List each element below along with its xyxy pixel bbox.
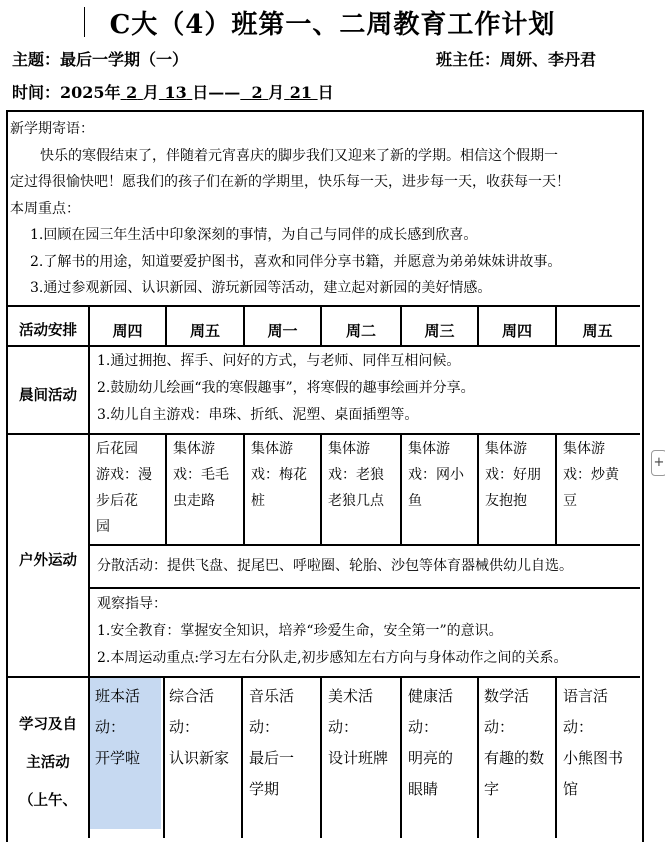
cell-line: 语言活	[563, 687, 609, 705]
learning-cell	[322, 681, 400, 774]
day-header: 周四	[501, 322, 532, 340]
date-line	[12, 80, 334, 103]
teacher-value: 周妍、李丹君	[500, 50, 597, 69]
outdoor-game-cell	[167, 436, 243, 514]
row-divider	[6, 345, 640, 347]
cell-line: 集体游	[251, 441, 293, 457]
cell-line: 集体游	[563, 441, 605, 457]
cell-line: 戏：梅花	[251, 467, 307, 483]
focus-point: 3.通过参观新园、认识新园、游玩新园等活动，建立起对新园的美好情感。	[30, 280, 492, 296]
observe-line: 1.安全教育：掌握安全知识，培养“珍爱生命，安全第一”的意识。	[97, 623, 503, 639]
page-title: C大（4）班第一、二周教育工作计划	[109, 10, 556, 40]
theme-value: 最后一学期（一）	[60, 50, 189, 69]
cell-line: 动：	[249, 718, 280, 736]
cell-line: 戏：好朋	[485, 467, 541, 483]
learning-cell	[243, 681, 320, 805]
day-header: 周四	[112, 322, 143, 340]
cell-line: 最后一	[249, 749, 295, 767]
message-line: 本周重点：	[10, 200, 80, 217]
cell-line: 字	[484, 780, 500, 798]
cell-line: 动：	[563, 718, 594, 736]
row-divider	[6, 305, 640, 307]
learning-cell	[165, 681, 241, 774]
day-header: 周五	[582, 322, 613, 340]
outdoor-game-cell	[557, 436, 638, 514]
cell-line: 豆	[563, 493, 577, 509]
cell-line: 后花园	[96, 441, 138, 457]
focus-point: 2.了解书的用途，知道要爱护图书，喜欢和同伴分享书籍，并愿意为弟弟妹妹讲故事。	[30, 253, 562, 270]
outdoor-game-cell	[90, 436, 165, 540]
row-divider	[89, 544, 640, 546]
outdoor-game-cell	[245, 436, 320, 514]
cell-line: 游戏：漫	[96, 467, 152, 483]
cell-line: 步后花	[96, 493, 138, 509]
learning-cell	[90, 681, 163, 774]
cell-line: 眼睛	[408, 780, 439, 798]
cell-line: 老狼几点	[328, 493, 384, 509]
cell-line: 认识新家	[169, 749, 230, 767]
cell-line: 动：	[408, 718, 439, 736]
message-line: 定过得很愉快吧！愿我们的孩子们在新的学期里，快乐每一天，进步每一天，收获每一天！	[10, 174, 570, 190]
cell-line: 集体游	[173, 441, 215, 457]
cell-line: 有趣的数	[484, 749, 545, 767]
end-day: 21	[289, 83, 313, 102]
observation-guide	[90, 591, 638, 672]
cell-line: 明亮的	[408, 749, 454, 767]
schedule-header-label: 活动安排	[19, 322, 77, 339]
cell-line: 健康活	[408, 687, 454, 705]
theme-line	[12, 47, 188, 70]
cell-line: 数学活	[484, 687, 530, 705]
text-cursor	[84, 7, 85, 37]
morning-content	[90, 348, 638, 429]
observe-heading: 观察指导：	[97, 596, 167, 612]
outdoor-game-cell	[402, 436, 477, 514]
cell-line: 戏：炒黄	[563, 467, 619, 483]
label-line: 学习及自	[19, 716, 77, 733]
month-unit: 月	[268, 83, 285, 102]
time-label: 时间：	[12, 83, 61, 102]
cell-line: 美术活	[328, 687, 374, 705]
cell-line: 综合活	[169, 687, 215, 705]
cell-line: 集体游	[328, 441, 370, 457]
morning-label: 晨间活动	[19, 387, 77, 404]
cell-line: 学期	[249, 780, 280, 798]
cell-line: 设计班牌	[328, 749, 389, 767]
learning-cell	[402, 681, 477, 805]
cell-line: 集体游	[408, 441, 450, 457]
learning-cell	[557, 681, 638, 805]
teacher-label: 班主任：	[436, 50, 501, 69]
month-unit: 月	[142, 83, 159, 102]
message-heading: 新学期寄语：	[10, 121, 94, 137]
semester-message	[10, 116, 638, 302]
day-header: 周二	[345, 322, 376, 340]
focus-point: 1.回顾在园三年生活中印象深刻的事情，为自己与同伴的成长感到欣喜。	[30, 227, 478, 243]
teacher-line	[436, 47, 596, 70]
label-line: 主活动	[26, 754, 70, 771]
cell-line: 动：	[484, 718, 515, 736]
day-unit: 日——	[192, 83, 241, 102]
outdoor-game-cell	[322, 436, 400, 514]
cell-line: 戏：毛毛	[173, 467, 229, 483]
add-icon[interactable]: +	[651, 450, 665, 476]
cell-line: 动：	[328, 718, 359, 736]
end-month: 2	[251, 83, 263, 102]
row-divider	[6, 433, 640, 435]
morning-line: 2.鼓励幼儿绘画“我的寒假趣事”，将寒假的趣事绘画并分享。	[97, 380, 475, 396]
day-unit: 日	[317, 83, 334, 102]
cell-line: 戏：网小	[408, 467, 464, 483]
cell-line: 戏：老狼	[328, 467, 384, 483]
cell-line: 班本活	[95, 687, 141, 705]
time-year: 2025年	[60, 83, 121, 102]
day-header: 周一	[267, 322, 298, 340]
label-line: （上午、	[19, 792, 77, 809]
morning-line: 3.幼儿自主游戏：串珠、折纸、泥塑、桌面插塑等。	[97, 407, 419, 423]
scattered-activity: 分散活动：提供飞盘、捉尾巴、呼啦圈、轮胎、沙包等体育器械供幼儿自选。	[97, 558, 573, 574]
cell-line: 友抱抱	[485, 493, 527, 509]
cell-line: 园	[96, 519, 110, 535]
row-divider	[6, 676, 640, 678]
cell-line: 动：	[169, 718, 200, 736]
learning-cell	[479, 681, 555, 805]
cell-line: 音乐活	[249, 687, 295, 705]
start-day: 13	[164, 83, 187, 102]
cell-line: 馆	[563, 780, 579, 798]
day-header: 周五	[189, 322, 220, 340]
observe-line: 2.本周运动重点:学习左右分队走,初步感知左右方向与身体动作之间的关系。	[97, 650, 568, 666]
cell-line: 虫走路	[173, 493, 215, 509]
day-header: 周三	[424, 322, 455, 340]
message-line: 快乐的寒假结束了，伴随着元宵喜庆的脚步我们又迎来了新的学期。相信这个假期一	[40, 147, 558, 164]
learning-label	[8, 706, 88, 820]
start-month: 2	[126, 83, 138, 102]
morning-line: 1.通过拥抱、挥手、问好的方式，与老师、同伴互相问候。	[97, 353, 461, 369]
theme-label: 主题：	[12, 50, 61, 69]
cell-line: 集体游	[485, 441, 527, 457]
cell-line: 桩	[251, 493, 265, 509]
cell-line: 鱼	[408, 493, 422, 509]
outdoor-label: 户外运动	[19, 552, 77, 569]
cell-line: 小熊图书	[563, 749, 624, 767]
row-divider	[89, 587, 640, 589]
outdoor-game-cell	[479, 436, 555, 514]
cell-line: 动：	[95, 718, 126, 736]
cell-line: 开学啦	[95, 749, 141, 767]
